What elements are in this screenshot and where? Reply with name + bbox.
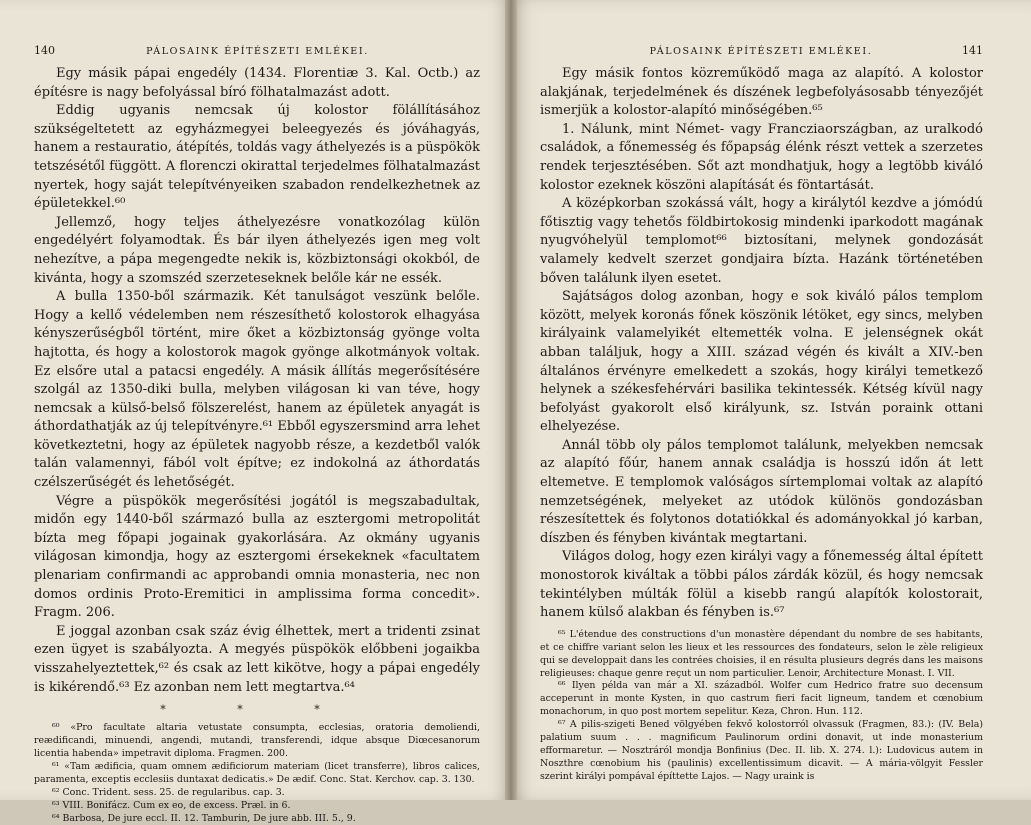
paragraph: Eddig ugyanis nemcsak új kolostor fölállításához szükségeltetett az egyházmegyei beleegyezés és jóváhagyás, hanem a restauratio, átépítés, toldás vagy áthelyezés is a püspökök tetszésétől függött. A florenczi okirattal terjedelmes fölhatalmazást nyertek, hogy saját telepítvényeiken szabadon rendelkezhetnek az épületekkel.⁶⁰ [34,103,480,212]
page-number: 141 [962,44,983,57]
left-page-header [34,44,480,57]
section-stars: * * * [160,703,354,717]
right-page [510,0,1031,800]
left-page-body [34,65,480,697]
paragraph: 1. Nálunk, mint Német- vagy Francziaországban, az uralkodó családok, a főnemesség és főpapság élénk részt vettek a szerzetes rendek terjesztésében. Sőt azt mondhatjuk, hogy a legtöbb kiváló kolostor ezeknek köszöni alapítását és föntartását. [540,121,983,193]
right-footnotes [540,629,983,784]
paragraph: Egy másik pápai engedély (1434. Florentiæ 3. Kal. Octb.) az építésre is nagy befolyással bíró fölhatalmazást adott. [34,66,480,100]
footnote: ⁶⁷ A pilis-szigeti Bened völgyében fekvő kolostorról olvassuk (Fragmen, 83.): (IV. Bela) palatium suum . . . magnificum Paulinorum ordini donavit, ut inde monasterium efformaretur. — Nosztráról mondja Bonfinius (Dec. II. lib. X. 274. l.): Ludovicus autem in Noszthre cœnobium his (paulinis) excellentissimum dicavit. — A mária-völgyit Fessler szerint királyi pompával építtette Lajos. — Nagy uraink is [540,719,983,782]
paragraph: Egy másik fontos közreműködő maga az alapító. A kolostor alakjának, terjedelmének és díszének legbefolyásosabb tényezőjét ismerjük a kolostor-alapító minőségében.⁶⁵ [540,66,983,119]
paragraph: Jellemző, hogy teljes áthelyezésre vonatkozólag külön engedélyért folyamodtak. És bár ilyen áthelyezés igen meg volt nehezítve, a pápa megengedte nekik is, közbiztonsági okokból, de kivánta, hogy a szomszéd szerzeteseknek belőle kár ne essék. [34,214,480,286]
paragraph: E joggal azonban csak száz évig élhettek, mert a tridenti zsinat ezen ügyet is szabályozta. A megyés püspökök előbbeni jogaikba visszahelyeztettek,⁶² és csak az lett kikötve, hogy a pápai engedély is kikérendő.⁶³ Ez azonban nem lett megtartva.⁶⁴ [34,623,480,695]
left-footnotes [34,722,480,825]
paragraph: Világos dolog, hogy ezen királyi vagy a főnemesség által épített monostorok kiváltak a többi pálos zárdák közül, és hogy nemcsak tekintélyben múlták fölül a kisebb rangú alapítók kolostorait, hanem külső alakban és fényben is.⁶⁷ [540,549,983,621]
footnote: ⁶⁶ Ilyen példa van már a XI. századból. Wolfer cum Hedrico fratre suo decensum acceperunt in monte Kysten, in quo castrum fieri facit ligneum, tandem et cœnobium monachorum, in quo post mortem sepelitur. Keza, Chron. Hun. 112. [540,680,983,718]
footnote: ⁶⁰ «Pro facultate altaria vetustate consumpta, ecclesias, oratoria demoliendi, reædificandi, minuendi, angendi, mutandi, transferendi, idque absque Diœcesanorum licentia habenda» impetravit diploma. Fragmen. 200. [34,722,480,759]
footnote: ⁶¹ «Tam ædificia, quam omnem ædificiorum materiam (licet transferre), libros calices, paramenta, exceptis ecclesiis duntaxat dedicatis.» De ædif. Conc. Stat. Kerchov. cap. 3. 130. [34,760,480,785]
left-page [0,0,510,824]
running-title: PÁLOSAINK ÉPÍTÉSZETI EMLÉKEI. [146,46,369,57]
page-number: 140 [34,44,55,57]
running-title: PÁLOSAINK ÉPÍTÉSZETI EMLÉKEI. [649,46,873,57]
footnote: ⁶⁵ L'étendue des constructions d'un monastère dépendant du nombre de ses habitants, et ce chiffre variant selon les lieux et les ressources des fondateurs, selon le zèle religieux qui se developpait dans les contrées choisies, il en résulta plusieurs degrés dans les maisons religieuses: chaque genre reçut un nom particulier. Lenoir, Architecture Monast. I. VII. [540,628,983,679]
paragraph: A bulla 1350-ből származik. Két tanulságot veszünk belőle. Hogy a kellő védelemben nem részesíthető kolostorok elhagyása kényszerűségből történt, mire őket a közbiztonság gyönge volta hajtotta, és hogy a kolostorok magok gyönge alkotmányok voltak. Ez elsőre utal a patacsi engedély. A másik állítás megerősítésére szolgál az 1350-diki bulla, melyben világosan ki van téve, hogy nemcsak a külső-belső fölszerelést, hanem az épületek anyagát is áthordathatják az új telepítvényre.⁶¹ Ebből egyszersmind arra lehet következtetni, hogy az épületek nagyobb része, a kezdetből valók talán valamennyi, fából volt építve; ez indokolná az áthordatás czélszerűségét és lehetőségét. [34,289,480,491]
book-gutter [505,0,517,800]
footnote: ⁶³ VIII. Bonifácz. Cum ex eo, de excess. Præl. in 6. [52,799,291,811]
paragraph: Sajátságos dolog azonban, hogy e sok kiváló pálos templom között, melyek koronás főnek köszönik létöket, egy sincs, melyben királyaink valamelyikét eltemették volna. E jelenségnek okát abban találjuk, hogy a XIII. század végén és kivált a XIV.-ben általános érvényre emelkedett a szokás, hogy királyi temetkező helynek a székesfehérvári basilika tekintessék. Kétség kívül nagy befolyást gyakorolt első királyunk, sz. István poraink ottani elhelyezése. [540,289,983,435]
paragraph: Annál több oly pálos templomot találunk, melyekben nemcsak az alapító főúr, hanem annak családja is hosszú időn át lett eltemetve. E templomok valóságos sírtemplomai voltak az alapító nemzetségének, melyeket az utódok különös gondozásban részesítettek és folytonos dotatiókkal és adományokkal jó karban, díszben és fényben kivántak megtartani. [540,437,983,546]
footnote: ⁶² Conc. Trident. sess. 25. de regularibus. cap. 3. [52,786,285,798]
right-page-body [540,65,983,623]
paragraph: Végre a püspökök megerősítési jogától is megszabadultak, midőn egy 1440-ből származó bulla az esztergomi metropolitát bízta meg főpapi jogainak gyakorlására. Az okmány ugyanis világosan kimondja, hogy az esztergomi érsekeknek «facultatem plenariam confirmandi ac approbandi omnia monasteria, nec non domos ordinis Proto-Eremitici in amplissima forma concedit». Fragm. 206. [34,493,480,621]
footnote: ⁶⁴ Barbosa, De jure eccl. II. 12. Tamburin, De jure abb. III. 5., 9. [52,812,356,824]
right-page-header [540,44,983,57]
paragraph: A középkorban szokássá vált, hogy a királytól kezdve a jómódú főtisztig vagy tehetős földbirtokosig mindenki iparkodott magának nyugvóhelyül templomot⁶⁶ biztosítani, melynek gondozását valamely kedvelt szerzet gondjaira bízta. Hazánk történetében bőven találunk ilyen esetet. [540,196,983,286]
